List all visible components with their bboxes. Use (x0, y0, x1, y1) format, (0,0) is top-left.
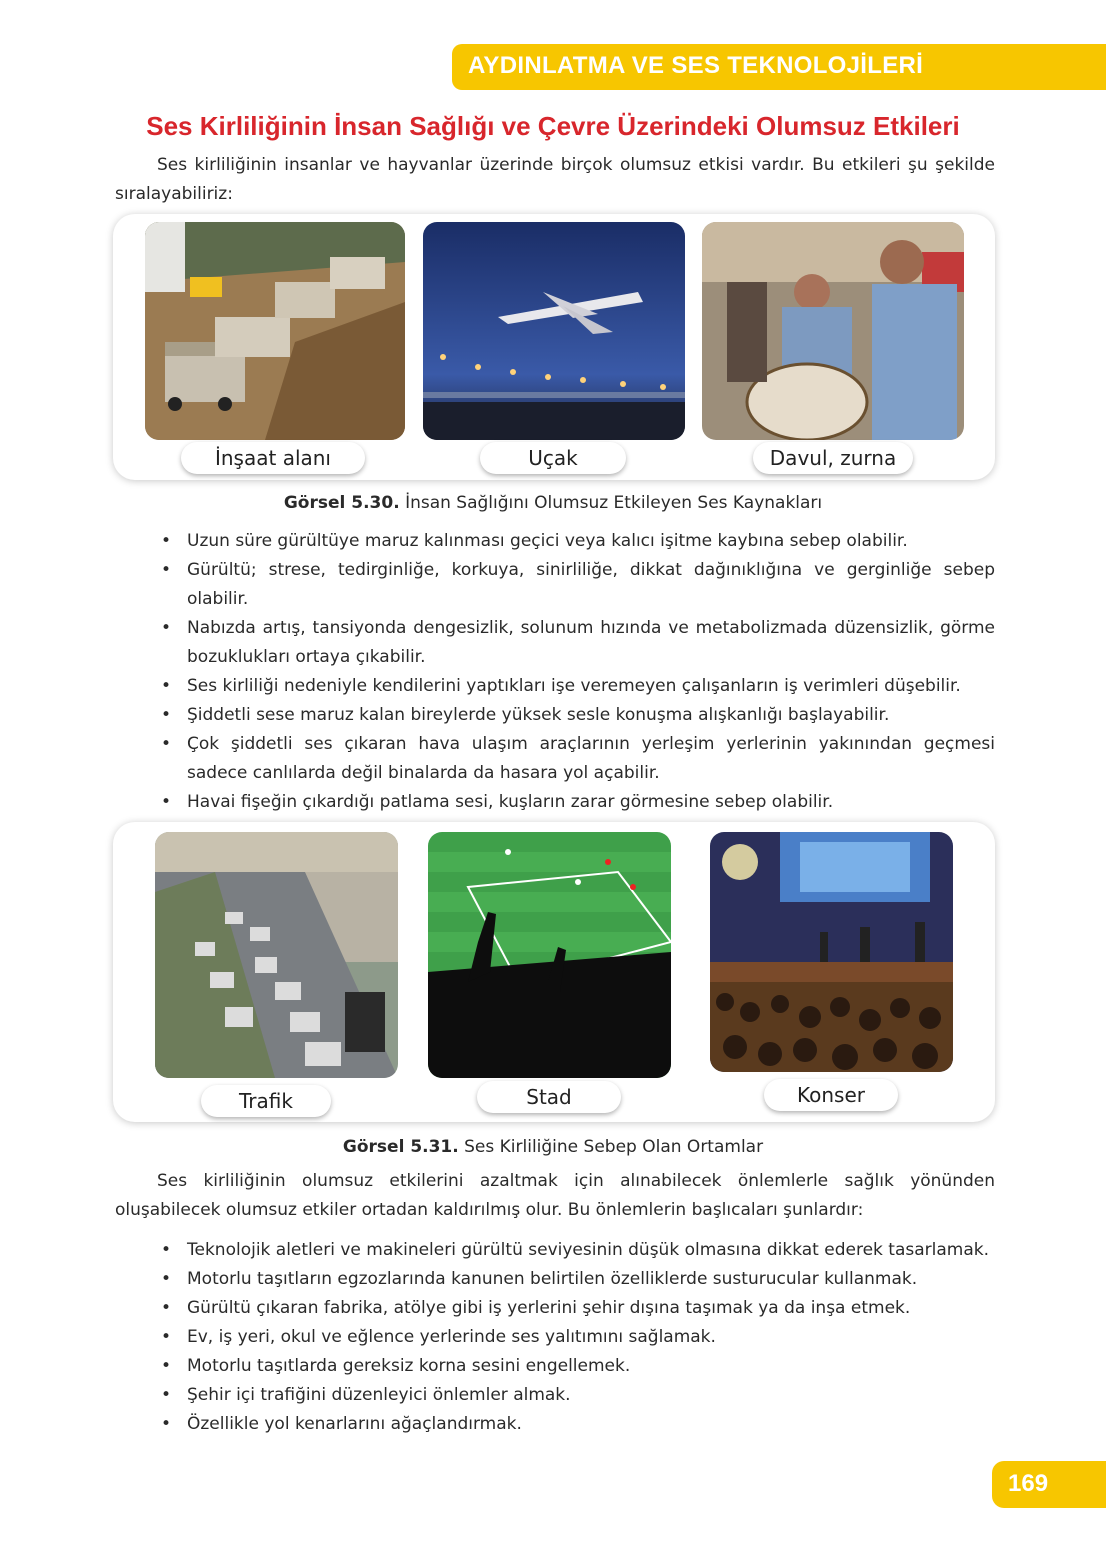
airplane-photo (423, 222, 685, 440)
list-item: • Şiddetli sese maruz kalan bireylerde yüksek sesle konuşma alışkanlığı başlayabilir. (160, 701, 995, 730)
label-airplane: Uçak (480, 442, 626, 474)
figure-1-number: Görsel 5.30. (283, 493, 400, 513)
list-item: • Teknolojik aletleri ve makineleri gürültü seviyesinin düşük olmasına dikkat ederek tasarlamak. (160, 1236, 995, 1265)
stadium-photo (428, 832, 671, 1078)
label-drum-zurna: Davul, zurna (753, 442, 913, 474)
traffic-photo (155, 832, 398, 1078)
chapter-title: AYDINLATMA VE SES TEKNOLOJİLERİ (468, 52, 924, 79)
figure-1-caption (0, 493, 1106, 513)
list-item: • Motorlu taşıtların egzozlarında kanunen belirtilen özelliklerde susturucular kullanmak. (160, 1265, 995, 1294)
bullet-icon: • (160, 1327, 172, 1347)
list-item: • Özellikle yol kenarlarını ağaçlandırmak. (160, 1410, 995, 1439)
bullet-icon: • (160, 1414, 172, 1434)
label-stadium: Stad (477, 1081, 621, 1113)
list-item: • Çok şiddetli ses çıkaran hava ulaşım araçlarının yerleşim yerlerinin yakınından geçmesi sadece canlılarda değil binalarda da hasara yol açabilir. (160, 730, 995, 788)
list-item: • Şehir içi trafiğini düzenleyici önlemler almak. (160, 1381, 995, 1410)
intro-text: Ses kirliliğinin insanlar ve hayvanlar üzerinde birçok olumsuz etkisi vardır. Bu etkileri şu şekilde sıralayabiliriz: (115, 155, 995, 204)
list-item: • Uzun süre gürültüye maruz kalınması geçici veya kalıcı işitme kaybına sebep olabilir. (160, 527, 995, 556)
bullet-icon: • (160, 1385, 172, 1405)
bullet-icon: • (160, 531, 172, 551)
bullet-icon: • (160, 560, 172, 580)
list-item: • Ses kirliliği nedeniyle kendilerini yaptıkları işe veremeyen çalışanların iş verimleri düşebilir. (160, 672, 995, 701)
figure-1-panel (113, 214, 995, 480)
bullet-icon: • (160, 676, 172, 696)
intro-paragraph (115, 151, 995, 209)
list-item: • Havai fişeğin çıkardığı patlama sesi, kuşların zarar görmesine sebep olabilir. (160, 788, 995, 817)
figure-2-number: Görsel 5.31. (342, 1137, 459, 1157)
bullet-icon: • (160, 1240, 172, 1260)
list-item: • Gürültü çıkaran fabrika, atölye gibi iş yerlerini şehir dışına taşımak ya da inşa etmek. (160, 1294, 995, 1323)
bullet-icon: • (160, 618, 172, 638)
page-number: 169 (1008, 1470, 1049, 1497)
list-item: • Motorlu taşıtlarda gereksiz korna sesini engellemek. (160, 1352, 995, 1381)
label-concert: Konser (764, 1079, 898, 1111)
figure-2-panel (113, 822, 995, 1122)
figure-2-caption (0, 1137, 1106, 1157)
measures-list (160, 1236, 995, 1439)
effects-list (160, 527, 995, 817)
page-number-badge (992, 1461, 1106, 1508)
figure-1-caption-text: İnsan Sağlığını Olumsuz Etkileyen Ses Kaynakları (405, 493, 823, 513)
measures-intro-text: Ses kirliliğinin olumsuz etkilerini azaltmak için alınabilecek önlemlerle sağlık yönünden oluşabilecek olumsuz etkiler ortadan kaldırılmış olur. Bu önlemlerin başlıcaları şunlardır: (115, 1171, 995, 1220)
concert-photo (710, 832, 953, 1072)
section-title: Ses Kirliliğinin İnsan Sağlığı ve Çevre Üzerindeki Olumsuz Etkileri (146, 111, 960, 141)
list-item: • Gürültü; strese, tedirginliğe, korkuya, sinirliliğe, dikkat dağınıklığına ve gerginliğe sebep olabilir. (160, 556, 995, 614)
bullet-icon: • (160, 734, 172, 754)
list-item: • Nabızda artış, tansiyonda dengesizlik, solunum hızında ve metabolizmada düzensizlik, görme bozuklukları ortaya çıkabilir. (160, 614, 995, 672)
bullet-icon: • (160, 792, 172, 812)
bullet-icon: • (160, 1298, 172, 1318)
bullet-icon: • (160, 705, 172, 725)
list-item: • Ev, iş yeri, okul ve eğlence yerlerinde ses yalıtımını sağlamak. (160, 1323, 995, 1352)
bullet-icon: • (160, 1269, 172, 1289)
construction-site-photo (145, 222, 405, 440)
measures-intro-paragraph (115, 1167, 995, 1225)
drum-zurna-photo (702, 222, 964, 440)
label-construction: İnşaat alanı (181, 442, 365, 474)
figure-2-caption-text: Ses Kirliliğine Sebep Olan Ortamlar (464, 1137, 764, 1157)
label-traffic: Trafik (201, 1085, 331, 1117)
bullet-icon: • (160, 1356, 172, 1376)
